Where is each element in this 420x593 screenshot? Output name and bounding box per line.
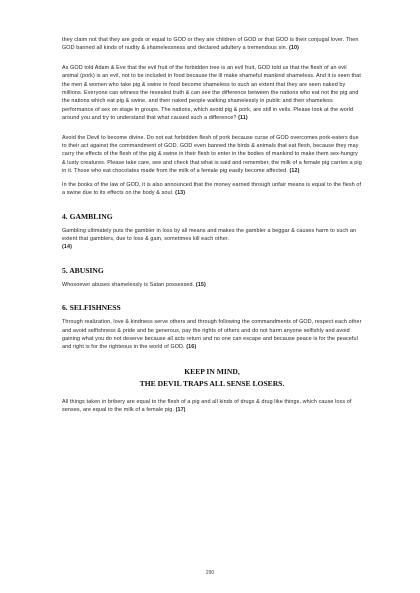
paragraph-nudity [62, 36, 362, 53]
paragraph-pork [62, 64, 362, 123]
paragraph-text: In the books of the law of GOD, it is also announced that the money earned through unfair means is equal to the flesh of a swine due to its effects on the body & soul. [62, 181, 362, 197]
section-number: 4. [62, 211, 68, 221]
reference-number: (12) [289, 168, 300, 175]
paragraph-text: they claim not that they are gods or equal to GOD or they are children of GOD or that GOD is their conjugal lover. Then GOD banned all kinds of nudity & shamelessness and declared adultery a tremendous sin. [62, 37, 359, 52]
reference-number: (17) [175, 407, 186, 414]
keep-in-mind-line-1: KEEP IN MIND, [184, 366, 240, 376]
keep-in-mind-line-2: THE DEVIL TRAPS ALL SENSE LOSERS. [139, 378, 285, 388]
paragraph-text: Whosoever abuses shamelessly is Satan possessed. [62, 281, 195, 288]
paragraph-text: Avoid the Devil to become divine. Do not eat forbidden flesh of pork because curse of GOD overcomes pork-eaters due to their act against the commandment of GOD. GOD even banned the birds & animals that eat flesh, because they may carry the effects of the flesh of the pig & swine in their flesh to enter in the bodies of mankind to make them sex-hungry & lusty creatures. Please take care, see and check that what is said and remember, the milk of a female pig carries a pig in it. Those who eat chocolates made from the milk of a female pig easily become affected. [62, 134, 362, 175]
paragraph-bribery [62, 398, 362, 415]
paragraph-avoid-devil [62, 134, 362, 176]
paragraph-text: As GOD told Adam & Eve that the evil fruit of the forbidden tree is an evil fruit, GOD told us that the flesh of an evil animal (pork) is an evil, not to be included in food because the ill make shameful mankind shameless. And it is seen that the men & women who take pig & swine in food become shameless to such an extent that they are seen naked by millions. Everyone can witness the revealed truth & can see the difference between the nations who eat not the pig and the nations which eat pig & swine, and their naked people walking shamelessly in public and their shameless performance of sex on stage in groups. The nations, which avoid pig & pork, are still in veils. Please look at the world around you and try to understand that what caused such a difference? [62, 64, 361, 122]
reference-number: (16) [186, 344, 197, 351]
section-number: 5. [62, 265, 68, 275]
section-title: GAMBLING [69, 211, 113, 221]
section-heading-gambling [62, 212, 362, 221]
section-title: SELFISHNESS [69, 303, 121, 313]
paragraph-gambling [62, 227, 362, 252]
paragraph-text: Through realization, love & kindness serve others and through following the commandments of GOD, respect each other and avoid selfishness & pride and be generous, pay the rights of others and do not harm anyone selfishly and avoid gaining what you do not deserve because all acts return and no one can escape and because peace is for the peaceful and right is for the righteous in the world of GOD. [62, 319, 362, 351]
paragraph-text: Gambling ultimately puts the gambler in loss by all means and makes the gambler a beggar & causes harm to such an extent that gamblers, due to loss & gain, sometimes kill each other. [62, 227, 357, 242]
keep-in-mind-heading [62, 366, 362, 390]
section-title: ABUSING [69, 265, 104, 275]
page-number: 290 [205, 570, 215, 576]
paragraph-text: All things taken in bribery are equal to the flesh of a pig and all kinds of drugs & drug like things, which cause loss of senses, are equal to the milk of a female pig. [62, 398, 352, 414]
reference-number: (15) [195, 281, 206, 288]
section-number: 6. [62, 303, 68, 313]
paragraph-selfishness [62, 318, 362, 352]
section-heading-selfishness [62, 303, 362, 312]
reference-number: (10) [288, 45, 299, 52]
paragraph-unfair-means [62, 181, 362, 198]
paragraph-abusing [62, 281, 362, 289]
reference-number: (14) [62, 244, 73, 251]
reference-number: (11) [238, 115, 248, 122]
reference-number: (13) [175, 190, 186, 197]
section-heading-abusing [62, 266, 362, 275]
